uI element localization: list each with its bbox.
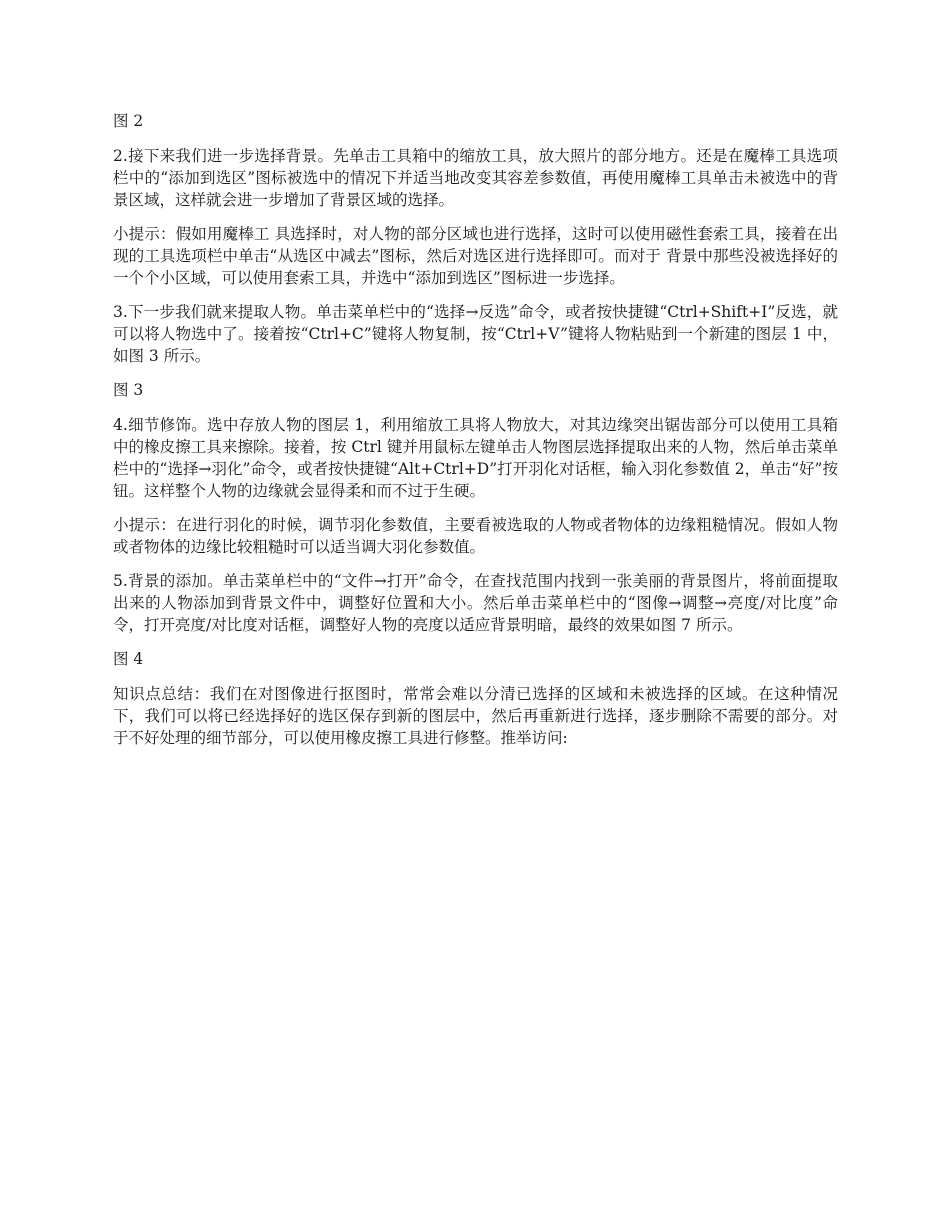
tip-paragraph-2: 小提示：在进行羽化的时候，调节羽化参数值，主要看被选取的人物或者物体的边缘粗糙情况。假如人物或者物体的边缘比较粗糙时可以适当调大羽化参数值。 — [113, 516, 838, 556]
summary-paragraph: 知识点总结：我们在对图像进行抠图时，常常会难以分清已选择的区域和未被选择的区域。在这种情况下，我们可以将已经选择好的选区保存到新的图层中，然后再重新进行选择，逐步删除不需要的部分。对于不好处理的细节部分，可以使用橡皮擦工具进行修整。推举访问: — [113, 685, 838, 747]
figure-caption-3: 图 3 — [113, 381, 144, 399]
step-4-paragraph: 4.细节修饰。选中存放人物的图层 1，利用缩放工具将人物放大，对其边缘突出锯齿部分可以使用工具箱中的橡皮擦工具来擦除。接着，按 Ctrl 键并用鼠标左键单击人物图层选择提取出来的人物，然后单击菜单栏中的“选择→羽化”命令，或者按快捷键“Alt+Ctrl+D”打开羽化对话框，输入羽化参数值 2，单击“好”按钮。这样整个人物的边缘就会显得柔和而不过于生硬。 — [113, 416, 838, 500]
figure-caption-2: 图 2 — [113, 112, 144, 130]
figure-caption-4: 图 4 — [113, 650, 144, 668]
step-2-paragraph: 2.接下来我们进一步选择背景。先单击工具箱中的缩放工具，放大照片的部分地方。还是在魔棒工具选项栏中的“添加到选区”图标被选中的情况下并适当地改变其容差参数值，再使用魔棒工具单击未被选中的背景区域，这样就会进一步增加了背景区域的选择。 — [113, 147, 838, 209]
step-5-paragraph: 5.背景的添加。单击菜单栏中的“文件→打开”命令，在查找范围内找到一张美丽的背景图片，将前面提取出来的人物添加到背景文件中，调整好位置和大小。然后单击菜单栏中的“图像→调整→亮度/对比度”命令，打开亮度/对比度对话框，调整好人物的亮度以适应背景明暗，最终的效果如图 7 所示。 — [113, 572, 838, 634]
step-3-paragraph: 3.下一步我们就来提取人物。单击菜单栏中的“选择→反选”命令，或者按快捷键“Ctrl+Shift+I”反选，就可以将人物选中了。接着按“Ctrl+C”键将人物复制，按“Ctrl+V”键将人物粘贴到一个新建的图层 1 中，如图 3 所示。 — [113, 303, 838, 365]
tip-paragraph-1: 小提示：假如用魔棒工 具选择时，对人物的部分区域也进行选择，这时可以使用磁性套索工具，接着在出现的工具选项栏中单击“从选区中减去”图标，然后对选区进行选择即可。而对于 背景中那些没被选择好的一个个小区域，可以使用套索工具，并选中“添加到选区”图标进一步选择。 — [113, 225, 838, 287]
document-body — [113, 110, 838, 761]
